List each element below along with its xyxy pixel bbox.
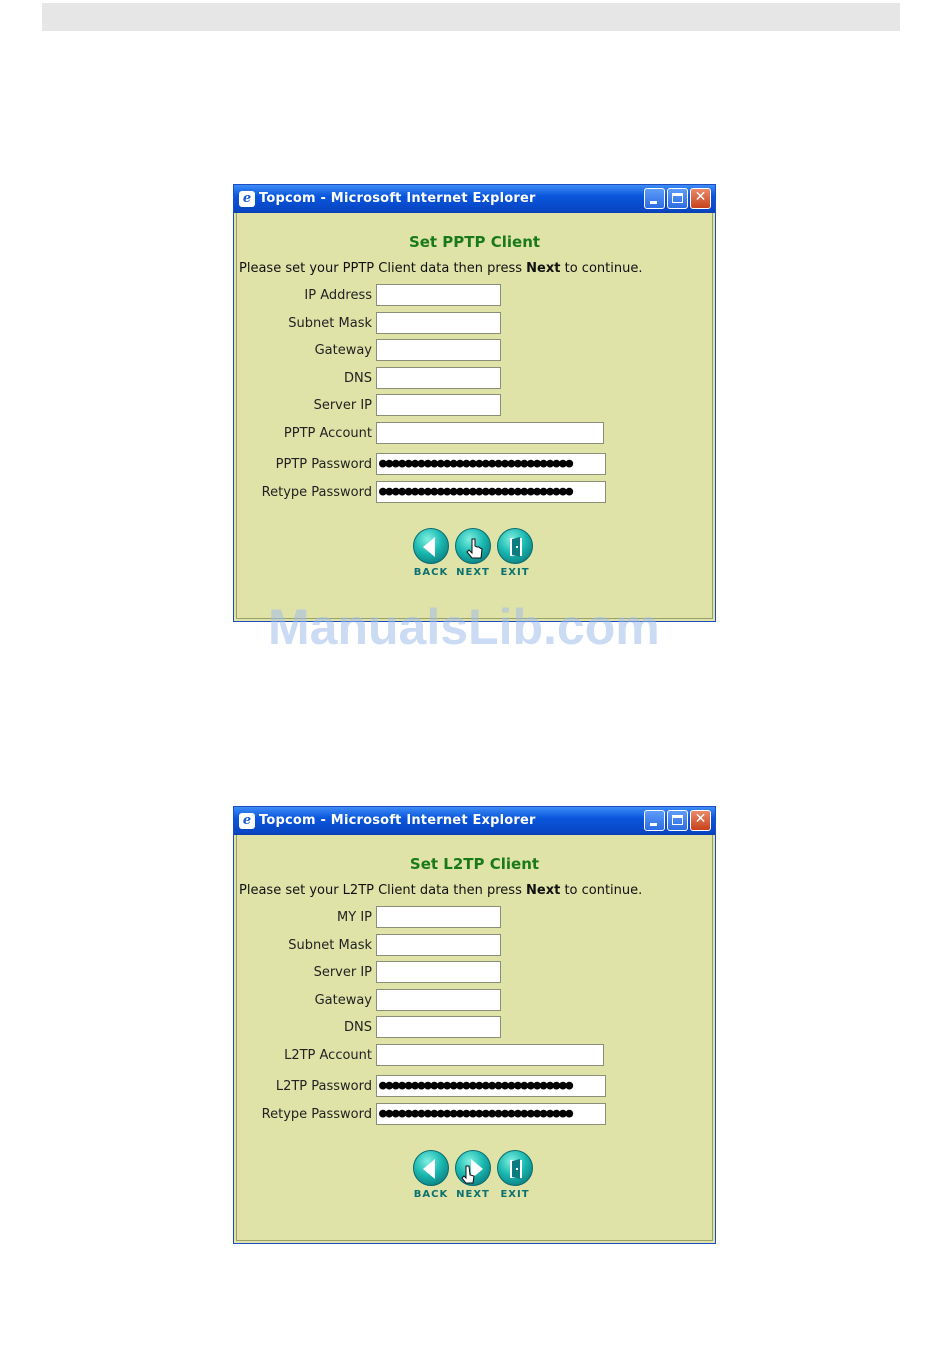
pptp-window <box>233 184 716 622</box>
gateway-label: Gateway <box>314 343 372 358</box>
gateway-label: Gateway <box>314 993 372 1008</box>
exit-button[interactable] <box>497 1150 533 1186</box>
hand-cursor-icon <box>456 529 492 565</box>
pptp-password-input[interactable]: ●●●●●●●●●●●●●●●●●●●●●●●●●●●●●● <box>376 453 606 475</box>
close-icon: ✕ <box>694 189 707 205</box>
back-label: BACK <box>413 567 449 578</box>
l2tp-password-input[interactable]: ●●●●●●●●●●●●●●●●●●●●●●●●●●●●●● <box>376 1075 606 1097</box>
my-ip-input[interactable] <box>376 906 501 928</box>
exit-button[interactable] <box>497 528 533 564</box>
l2tp-window <box>233 806 716 1244</box>
exit-door-icon <box>498 1151 534 1187</box>
l2tp-account-input[interactable] <box>376 1044 604 1066</box>
retype-password-input[interactable]: ●●●●●●●●●●●●●●●●●●●●●●●●●●●●●● <box>376 1103 606 1125</box>
exit-label: EXIT <box>500 567 530 578</box>
subnet-mask-input[interactable] <box>376 934 501 956</box>
watermark: ManualsLib.com <box>268 599 660 655</box>
back-button[interactable] <box>413 528 449 564</box>
close-button[interactable] <box>690 188 711 209</box>
instruction-text: Please set your L2TP Client data then press Next to continue. <box>239 883 643 898</box>
server-ip-label: Server IP <box>313 965 372 980</box>
retype-password-label: Retype Password <box>261 1107 372 1122</box>
minimize-button[interactable] <box>644 810 665 831</box>
dns-input[interactable] <box>376 1016 501 1038</box>
back-label: BACK <box>413 1189 449 1200</box>
window-title: Topcom - Microsoft Internet Explorer <box>259 191 536 206</box>
l2tp-password-label: L2TP Password <box>275 1079 372 1094</box>
pptp-password-label: PPTP Password <box>275 457 372 472</box>
server-ip-input[interactable] <box>376 961 501 983</box>
gateway-input[interactable] <box>376 989 501 1011</box>
maximize-button[interactable] <box>667 810 688 831</box>
subnet-mask-label: Subnet Mask <box>288 938 372 953</box>
instruction-text: Please set your PPTP Client data then press Next to continue. <box>239 261 643 276</box>
window-titlebar[interactable] <box>234 185 715 213</box>
l2tp-account-label: L2TP Account <box>284 1048 372 1063</box>
back-arrow-icon <box>414 1151 450 1187</box>
dns-label: DNS <box>344 371 372 386</box>
internet-explorer-icon: e <box>239 191 255 207</box>
exit-label: EXIT <box>500 1189 530 1200</box>
maximize-button[interactable] <box>667 188 688 209</box>
pptp-account-input[interactable] <box>376 422 604 444</box>
close-button[interactable] <box>690 810 711 831</box>
exit-door-icon <box>498 529 534 565</box>
server-ip-label: Server IP <box>313 398 372 413</box>
forward-arrow-icon <box>456 1151 492 1187</box>
dns-label: DNS <box>344 1020 372 1035</box>
page-title: Set PPTP Client <box>408 233 541 251</box>
next-label: NEXT <box>456 567 490 578</box>
gateway-input[interactable] <box>376 339 501 361</box>
subnet-mask-input[interactable] <box>376 312 501 334</box>
close-icon: ✕ <box>694 811 707 827</box>
ip-address-input[interactable] <box>376 284 501 306</box>
ip-address-label: IP Address <box>304 288 372 303</box>
subnet-mask-label: Subnet Mask <box>288 316 372 331</box>
pptp-account-label: PPTP Account <box>283 426 372 441</box>
back-button[interactable] <box>413 1150 449 1186</box>
next-button[interactable] <box>455 528 491 564</box>
dns-input[interactable] <box>376 367 501 389</box>
window-title: Topcom - Microsoft Internet Explorer <box>259 813 536 828</box>
back-arrow-icon <box>414 529 450 565</box>
retype-password-input[interactable]: ●●●●●●●●●●●●●●●●●●●●●●●●●●●●●● <box>376 481 606 503</box>
my-ip-label: MY IP <box>337 910 372 925</box>
internet-explorer-icon: e <box>239 813 255 829</box>
next-button[interactable] <box>455 1150 491 1186</box>
page-title: Set L2TP Client <box>409 855 540 873</box>
server-ip-input[interactable] <box>376 394 501 416</box>
retype-password-label: Retype Password <box>261 485 372 500</box>
page-header-bar <box>42 3 900 31</box>
window-titlebar[interactable] <box>234 807 715 835</box>
next-label: NEXT <box>456 1189 490 1200</box>
minimize-button[interactable] <box>644 188 665 209</box>
